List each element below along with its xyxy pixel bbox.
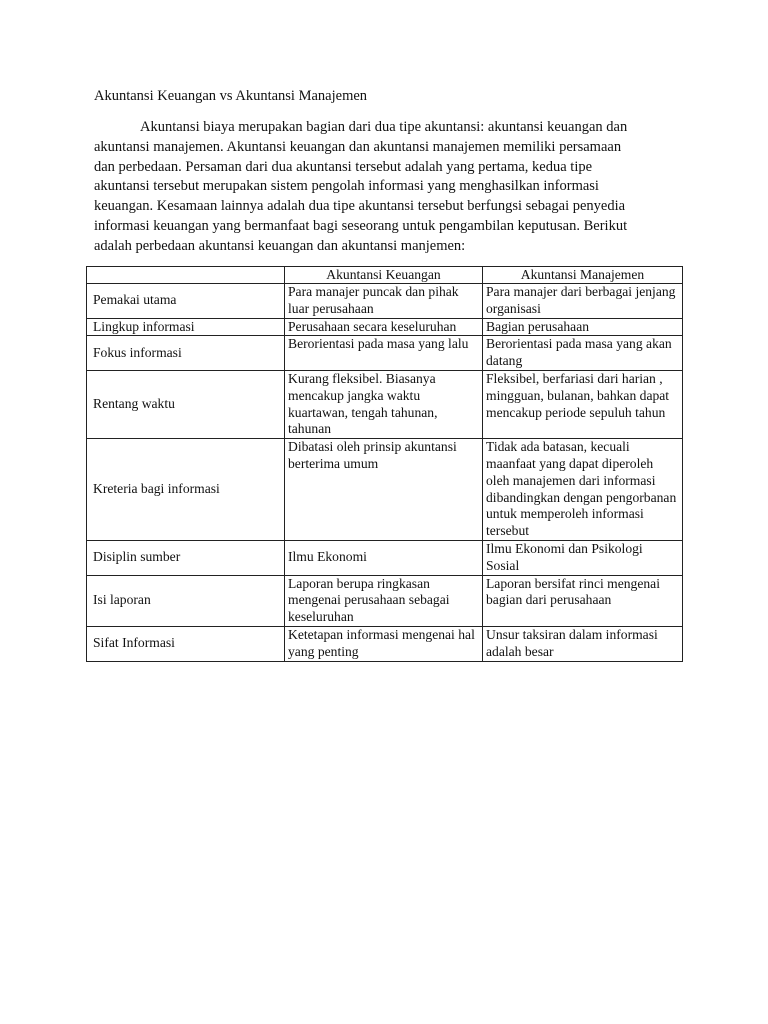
row-label: Sifat Informasi: [87, 626, 285, 661]
table-row: [87, 318, 683, 336]
row-label: Kreteria bagi informasi: [87, 439, 285, 541]
cell-manajemen: Berorientasi pada masa yang akan datang: [483, 336, 683, 371]
cell-manajemen: Ilmu Ekonomi dan Psikologi Sosial: [483, 540, 683, 575]
intro-line: Akuntansi biaya merupakan bagian dari dua tipe akuntansi: akuntansi keuangan dan: [140, 119, 628, 135]
table-row: [87, 370, 683, 438]
table-row: [87, 626, 683, 661]
cell-manajemen: Para manajer dari berbagai jenjang organisasi: [483, 284, 683, 319]
cell-manajemen: Fleksibel, berfariasi dari harian , mingguan, bulanan, bahkan dapat mencakup periode sepuluh tahun: [483, 370, 683, 438]
header-cell-empty: [87, 267, 285, 284]
intro-line: adalah perbedaan akuntansi keuangan dan akuntansi manjemen:: [94, 237, 466, 254]
row-label: Lingkup informasi: [87, 318, 285, 336]
row-label: Rentang waktu: [87, 370, 285, 438]
table-row: [87, 336, 683, 371]
document-title: Akuntansi Keuangan vs Akuntansi Manajemen: [94, 88, 368, 104]
comparison-table: [86, 266, 683, 662]
cell-keuangan: Dibatasi oleh prinsip akuntansi berterima umum: [285, 439, 483, 541]
intro-line: akuntansi tersebut merupakan sistem pengolah informasi yang menghasilkan informasi: [94, 178, 599, 195]
intro-line: dan perbedaan. Persaman dari dua akuntansi tersebut adalah yang pertama, kedua tipe: [94, 158, 593, 175]
intro-paragraph: [94, 118, 674, 257]
cell-manajemen: Unsur taksiran dalam informasi adalah besar: [483, 626, 683, 661]
table-row: [87, 540, 683, 575]
cell-keuangan: Kurang fleksibel. Biasanya mencakup jangka waktu kuartawan, tengah tahunan, tahunan: [285, 370, 483, 438]
table-header-row: [87, 267, 683, 284]
row-label: Pemakai utama: [87, 284, 285, 319]
cell-manajemen: Bagian perusahaan: [483, 318, 683, 336]
intro-line: informasi keuangan yang bermanfaat bagi seseorang untuk pengambilan keputusan. Berikut: [94, 217, 628, 234]
row-label: Isi laporan: [87, 575, 285, 626]
intro-line: akuntansi manajemen. Akuntansi keuangan dan akuntansi manajemen memiliki persamaan: [94, 138, 622, 155]
row-label: Fokus informasi: [87, 336, 285, 371]
header-cell-manajemen: Akuntansi Manajemen: [483, 267, 683, 284]
cell-keuangan: Berorientasi pada masa yang lalu: [285, 336, 483, 371]
table-row: [87, 439, 683, 541]
cell-keuangan: Perusahaan secara keseluruhan: [285, 318, 483, 336]
cell-keuangan: Para manajer puncak dan pihak luar perusahaan: [285, 284, 483, 319]
table-row: [87, 284, 683, 319]
cell-keuangan: Ilmu Ekonomi: [285, 540, 483, 575]
cell-keuangan: Ketetapan informasi mengenai hal yang penting: [285, 626, 483, 661]
cell-manajemen: Laporan bersifat rinci mengenai bagian dari perusahaan: [483, 575, 683, 626]
table-row: [87, 575, 683, 626]
intro-line: keuangan. Kesamaan lainnya adalah dua tipe akuntansi tersebut berfungsi sebagai penyedia: [94, 198, 626, 215]
cell-keuangan: Laporan berupa ringkasan mengenai perusahaan sebagai keseluruhan: [285, 575, 483, 626]
cell-manajemen: Tidak ada batasan, kecuali maanfaat yang dapat diperoleh oleh manajemen dari informasi dibandingkan dengan pengorbanan untuk memperoleh informasi tersebut: [483, 439, 683, 541]
header-cell-keuangan: Akuntansi Keuangan: [285, 267, 483, 284]
row-label: Disiplin sumber: [87, 540, 285, 575]
